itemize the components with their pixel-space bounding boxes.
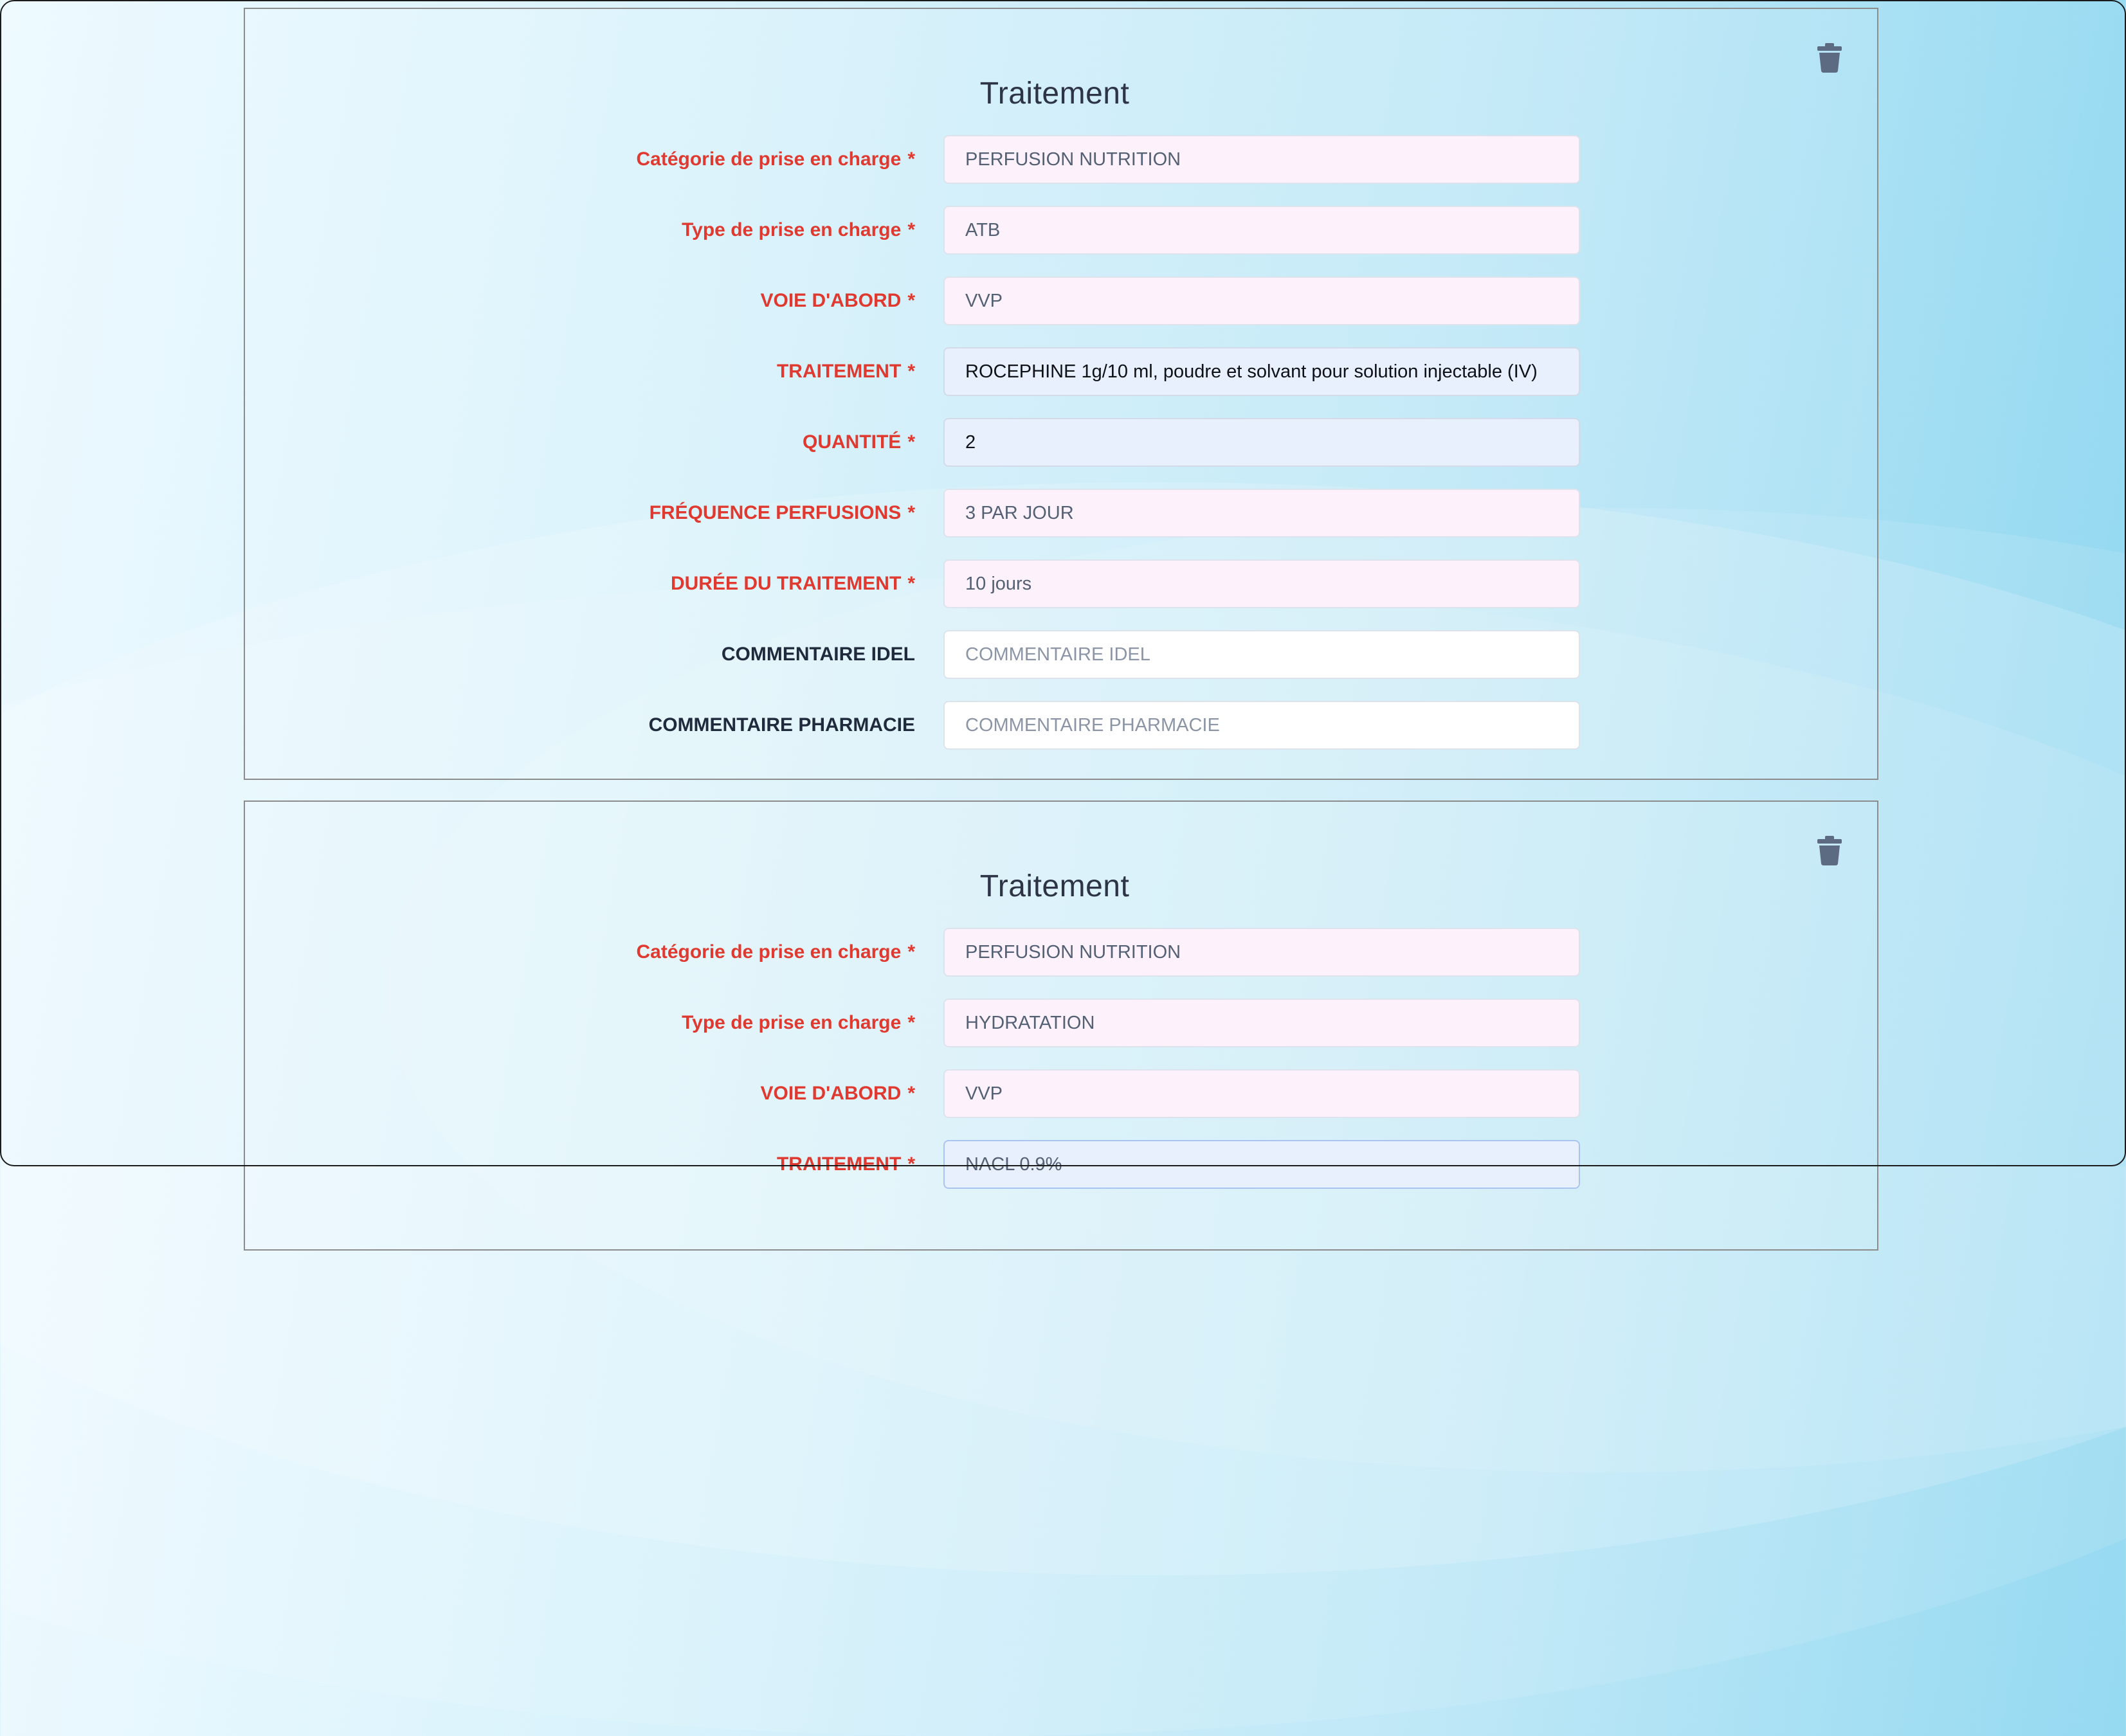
form-row-categorie [245, 927, 1880, 978]
form-row-traitement [245, 1139, 1880, 1190]
traitement-input[interactable]: ROCEPHINE 1g/10 ml, poudre et solvant pour solution injectable (IV) [943, 347, 1580, 396]
trash-icon[interactable] [1817, 42, 1842, 73]
field-label: TRAITEMENT * [776, 361, 915, 382]
form-row-categorie [245, 134, 1880, 185]
form-row-duree [245, 558, 1880, 610]
commentaire-idel-input[interactable]: COMMENTAIRE IDEL [943, 630, 1580, 679]
field-label: Catégorie de prise en charge * [636, 149, 915, 170]
form-row-type [245, 997, 1880, 1049]
form-row-quantite [245, 417, 1880, 468]
form-row-commentaire-idel [245, 629, 1880, 680]
type-select[interactable]: ATB [943, 206, 1580, 255]
form-row-frequence [245, 487, 1880, 539]
duree-select[interactable]: 10 jours [943, 559, 1580, 608]
categorie-select[interactable]: PERFUSION NUTRITION [943, 928, 1580, 977]
field-label: TRAITEMENT * [776, 1153, 915, 1175]
trash-icon[interactable] [1817, 835, 1842, 866]
field-label: FRÉQUENCE PERFUSIONS * [649, 502, 915, 523]
card-title: Traitement [979, 869, 1130, 903]
field-label: Type de prise en charge * [682, 219, 915, 240]
card-title: Traitement [979, 77, 1130, 111]
form-row-type [245, 204, 1880, 256]
type-select[interactable]: HYDRATATION [943, 999, 1580, 1047]
form-row-voie [245, 275, 1880, 327]
categorie-select[interactable]: PERFUSION NUTRITION [943, 135, 1580, 184]
field-label: VOIE D'ABORD * [760, 1083, 915, 1104]
field-label: COMMENTAIRE IDEL [721, 644, 915, 665]
treatment-card [244, 800, 1878, 1251]
field-label: Catégorie de prise en charge * [636, 941, 915, 963]
frequence-select[interactable]: 3 PAR JOUR [943, 489, 1580, 538]
form-row-traitement [245, 346, 1880, 397]
field-label: VOIE D'ABORD * [760, 290, 915, 311]
traitement-select[interactable]: NACL 0.9% [943, 1140, 1580, 1189]
field-label: Type de prise en charge * [682, 1012, 915, 1033]
treatment-card [244, 8, 1878, 780]
quantite-input[interactable]: 2 [943, 418, 1580, 467]
form-row-voie [245, 1068, 1880, 1119]
field-label: DURÉE DU TRAITEMENT * [670, 573, 915, 594]
form-row-commentaire-pharmacie [245, 700, 1880, 751]
commentaire-pharmacie-input[interactable]: COMMENTAIRE PHARMACIE [943, 701, 1580, 750]
voie-abord-select[interactable]: VVP [943, 276, 1580, 325]
field-label: QUANTITÉ * [802, 431, 915, 453]
field-label: COMMENTAIRE PHARMACIE [648, 714, 915, 736]
voie-abord-select[interactable]: VVP [943, 1069, 1580, 1118]
